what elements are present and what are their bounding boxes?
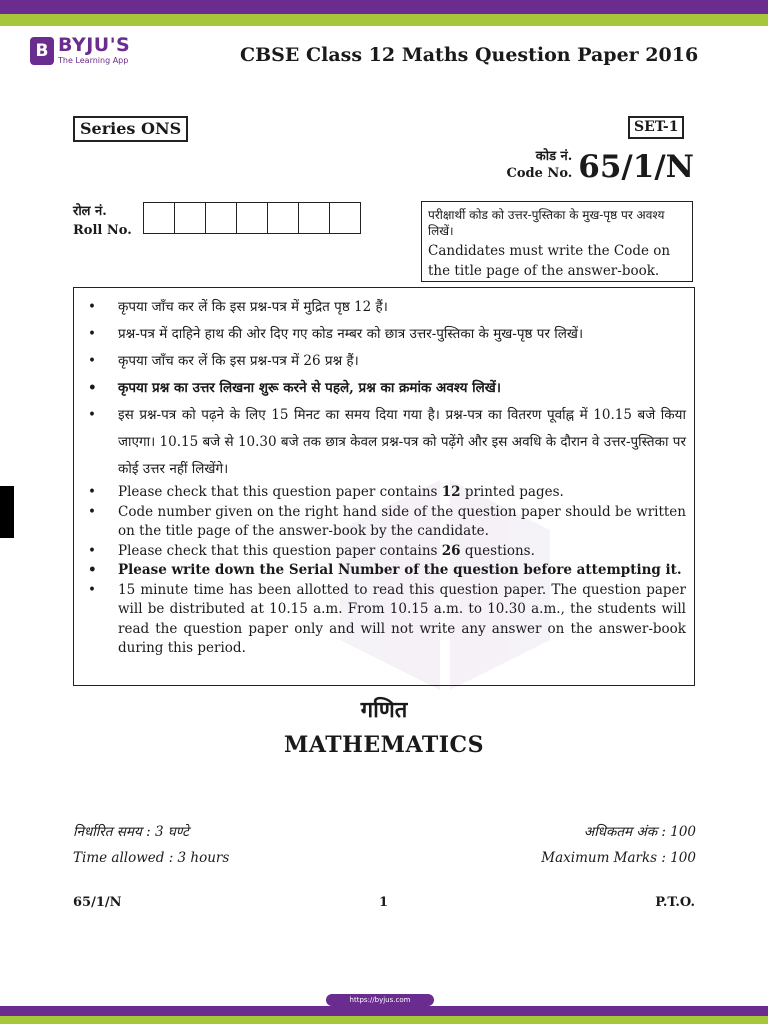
byjus-logo (30, 36, 130, 65)
instruction-text: 15 minute time has been allotted to read this question paper. The question paper will be distributed at 10.15 a.m. From 10.15 a.m. to 10.30 a.m., the students will read the question paper only and will not write any answer on the answer-book during this period. (118, 581, 686, 656)
instruction-item (82, 503, 686, 542)
bullet-icon: • (88, 484, 96, 500)
instruction-item (82, 483, 686, 503)
set-label: SET-1 (628, 116, 684, 139)
code-number-block (507, 148, 694, 185)
bottom-brand-bar (0, 1006, 768, 1016)
instruction-item (82, 375, 686, 402)
side-marker (0, 486, 14, 538)
roll-number-label (73, 202, 132, 240)
instruction-text: प्रश्न-पत्र में दाहिने हाथ की ओर दिए गए कोड नम्बर को छात्र उत्तर-पुस्तिका के मुख-पृष्ठ पर लिखें। (118, 326, 584, 342)
roll-digit-box[interactable] (175, 203, 206, 233)
notice-english: Candidates must write the Code on the title page of the answer-book. (428, 243, 671, 279)
instruction-item (82, 402, 686, 483)
bottom-accent-bar (0, 1016, 768, 1024)
bullet-icon: • (88, 407, 96, 423)
instruction-item (82, 542, 686, 562)
website-link[interactable]: https://byjus.com (326, 994, 434, 1006)
roll-digit-box[interactable] (144, 203, 175, 233)
instruction-item (82, 561, 686, 581)
bullet-icon: • (88, 326, 96, 342)
code-number: 65/1/N (578, 149, 694, 185)
bullet-icon: • (88, 380, 97, 396)
instruction-text: Code number given on the right hand side of the question paper should be written on the title page of the answer-book by the candidate. (118, 503, 686, 539)
subject-title-english: MATHEMATICS (284, 732, 484, 758)
time-allowed-hindi: निर्धारित समय : 3 घण्टे (73, 824, 189, 840)
page-number: 1 (379, 895, 389, 910)
page-count: 12 (441, 484, 461, 500)
instruction-text: Please check that this question paper contains (118, 484, 442, 500)
bullet-icon: • (88, 503, 96, 520)
code-label-english: Code No. (506, 166, 573, 181)
instruction-text: कृपया जाँच कर लें कि इस प्रश्न-पत्र में मुद्रित पृष्ठ 12 हैं। (118, 299, 388, 315)
max-marks-english: Maximum Marks : 100 (541, 850, 696, 866)
instruction-text: Please write down the Serial Number of the question before attempting it. (118, 562, 682, 578)
max-marks-hindi: अधिकतम अंक : 100 (583, 824, 696, 840)
logo-mark: B (30, 37, 54, 65)
roll-label-hindi: रोल नं. (73, 204, 107, 219)
subject-title-hindi: गणित (360, 697, 408, 723)
logo-tagline: The Learning App (58, 56, 129, 65)
instructions-box (73, 287, 695, 686)
instruction-item (82, 348, 686, 375)
notice-hindi: परीक्षार्थी कोड को उत्तर-पुस्तिका के मुख-पृष्ठ पर अवश्य लिखें। (428, 208, 665, 238)
roll-label-english: Roll No. (73, 223, 132, 238)
instruction-text: Please check that this question paper contains (118, 542, 442, 559)
roll-digit-box[interactable] (206, 203, 237, 233)
instruction-text: printed pages. (460, 484, 564, 500)
document-title: CBSE Class 12 Maths Question Paper 2016 (240, 44, 699, 66)
roll-digit-box[interactable] (237, 203, 268, 233)
roll-digit-box[interactable] (268, 203, 299, 233)
time-allowed-english: Time allowed : 3 hours (73, 850, 230, 866)
instruction-text: questions. (460, 542, 535, 559)
bullet-icon: • (88, 353, 96, 369)
roll-number-boxes[interactable] (143, 202, 361, 234)
bullet-icon: • (88, 581, 96, 598)
code-notice-box (421, 201, 693, 282)
bullet-icon: • (88, 562, 97, 578)
instruction-text: कृपया प्रश्न का उत्तर लिखना शुरू करने से पहले, प्रश्न का क्रमांक अवश्य लिखें। (118, 380, 501, 396)
bullet-icon: • (88, 299, 96, 315)
instruction-item (82, 581, 686, 659)
code-label-hindi: कोड नं. (535, 149, 573, 164)
instruction-item (82, 294, 686, 321)
pto-label: P.T.O. (655, 895, 695, 910)
top-accent-bar (0, 14, 768, 26)
logo-name: BYJU'S (58, 34, 131, 56)
bullet-icon: • (88, 542, 96, 559)
question-count: 26 (441, 542, 461, 559)
instruction-item (82, 321, 686, 348)
roll-digit-box[interactable] (330, 203, 360, 233)
footer-code: 65/1/N (73, 895, 122, 910)
instruction-text: कृपया जाँच कर लें कि इस प्रश्न-पत्र में 26 प्रश्न हैं। (118, 353, 359, 369)
instruction-text: इस प्रश्न-पत्र को पढ़ने के लिए 15 मिनट का समय दिया गया है। प्रश्न-पत्र का वितरण पूर्वाह्न में 10.15 बजे किया जाएगा। 10.15 बजे से 10.30 बजे तक छात्र केवल प्रश्न-पत्र को पढ़ेंगे और इस अवधि के दौरान वे उत्तर-पुस्तिका पर कोई उत्तर नहीं लिखेंगे। (118, 407, 686, 477)
instructions-list (82, 294, 686, 659)
top-brand-bar (0, 0, 768, 14)
roll-digit-box[interactable] (299, 203, 330, 233)
series-label: Series ONS (73, 116, 188, 142)
